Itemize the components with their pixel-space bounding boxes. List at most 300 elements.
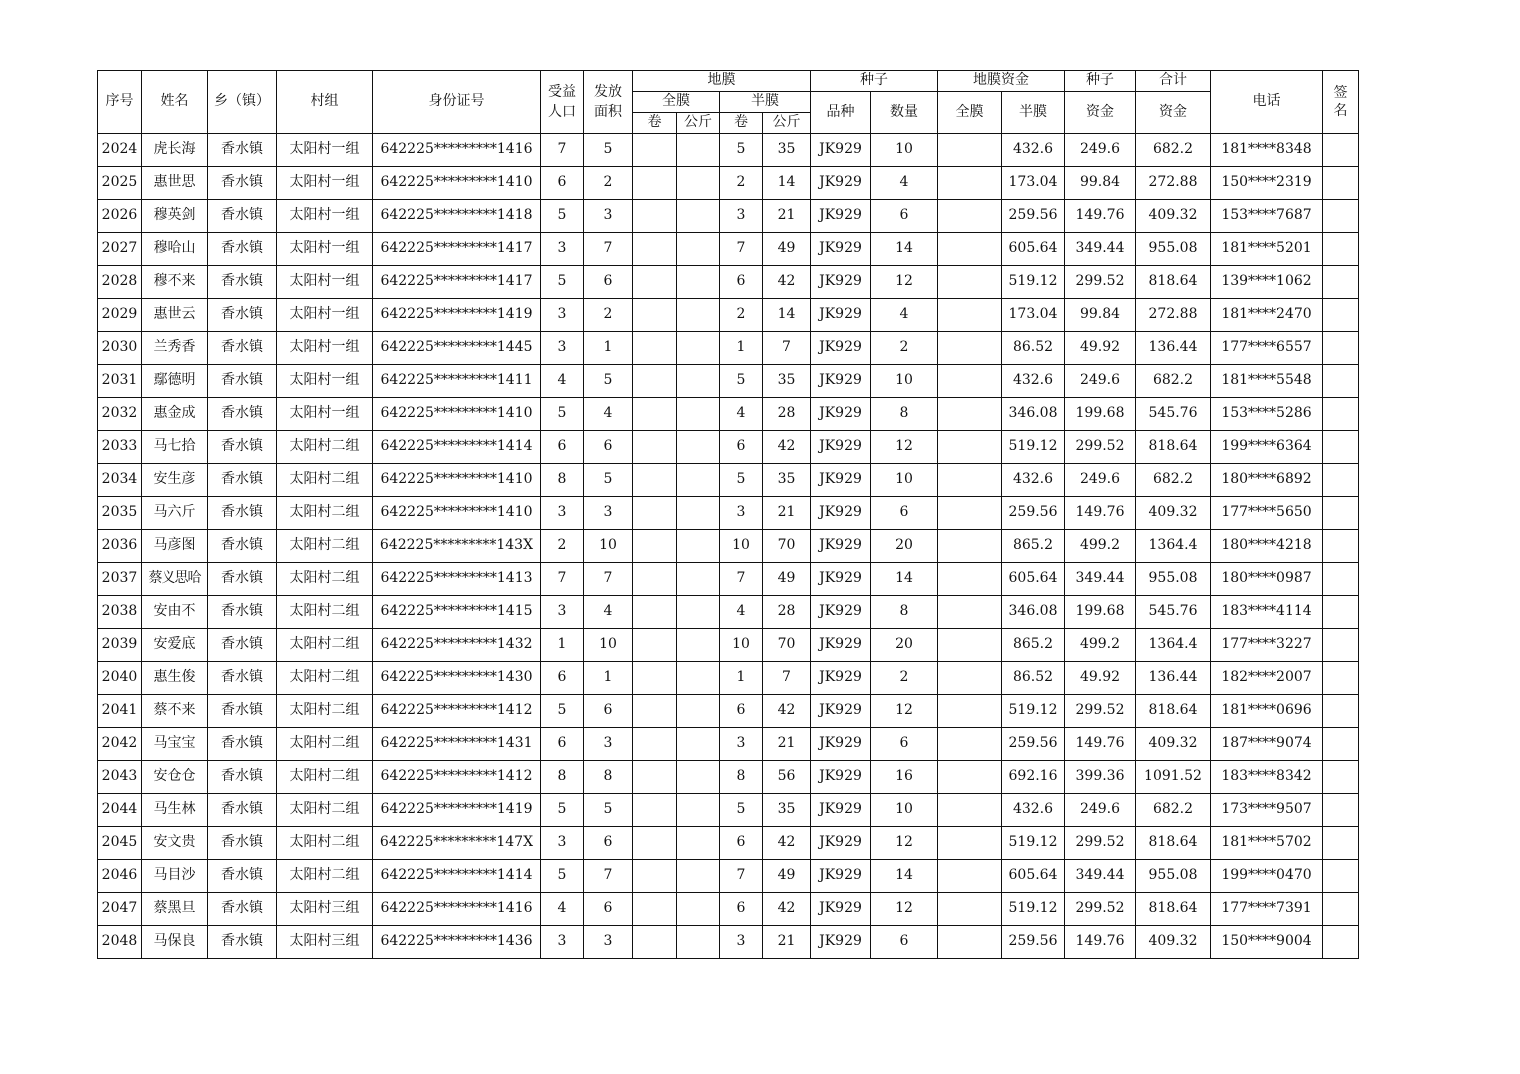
cell-fund-half: 519.12 [1002,266,1065,299]
cell-full-roll [633,662,677,695]
header-film: 地膜 [633,71,811,92]
cell-people: 7 [541,134,584,167]
cell-village: 太阳村一组 [277,365,373,398]
cell-phone: 153****5286 [1211,398,1323,431]
cell-fund-full [938,926,1002,959]
cell-people: 3 [541,233,584,266]
cell-village: 太阳村二组 [277,563,373,596]
header-seq: 序号 [98,71,142,134]
cell-full-kg [677,167,720,200]
cell-half-kg: 35 [763,134,811,167]
cell-seed-fund: 249.6 [1065,134,1136,167]
table-row [98,167,1359,200]
cell-full-roll [633,431,677,464]
cell-village: 太阳村二组 [277,794,373,827]
cell-fund-half: 605.64 [1002,563,1065,596]
cell-seq: 2033 [98,431,142,464]
cell-full-roll [633,695,677,728]
cell-full-roll [633,728,677,761]
cell-qty: 14 [871,233,938,266]
cell-name: 穆哈山 [142,233,208,266]
table-row [98,464,1359,497]
cell-half-kg: 70 [763,629,811,662]
cell-full-roll [633,464,677,497]
cell-full-kg [677,860,720,893]
cell-seed-fund: 49.92 [1065,662,1136,695]
header-town: 乡（镇） [208,71,277,134]
cell-sign [1323,530,1359,563]
cell-sign [1323,200,1359,233]
cell-half-kg: 35 [763,365,811,398]
cell-people: 4 [541,365,584,398]
table-row [98,596,1359,629]
cell-village: 太阳村二组 [277,431,373,464]
cell-sign [1323,266,1359,299]
cell-fund-half: 259.56 [1002,200,1065,233]
cell-fund-full [938,530,1002,563]
cell-area: 2 [584,167,633,200]
cell-area: 3 [584,926,633,959]
cell-people: 5 [541,266,584,299]
cell-qty: 8 [871,398,938,431]
cell-phone: 182****2007 [1211,662,1323,695]
cell-village: 太阳村一组 [277,167,373,200]
table-row [98,794,1359,827]
cell-seq: 2026 [98,200,142,233]
cell-id: 642225*********1412 [373,761,541,794]
cell-total: 955.08 [1136,233,1211,266]
header-seed-fund-bottom: 资金 [1065,92,1136,134]
cell-qty: 10 [871,365,938,398]
cell-village: 太阳村一组 [277,200,373,233]
cell-variety: JK929 [811,200,871,233]
cell-qty: 14 [871,860,938,893]
table-row [98,200,1359,233]
cell-fund-full [938,464,1002,497]
cell-area: 6 [584,827,633,860]
cell-total: 136.44 [1136,332,1211,365]
cell-qty: 12 [871,827,938,860]
cell-village: 太阳村三组 [277,926,373,959]
cell-name: 鄢德明 [142,365,208,398]
cell-area: 6 [584,431,633,464]
cell-total: 409.32 [1136,926,1211,959]
cell-qty: 12 [871,266,938,299]
cell-area: 7 [584,563,633,596]
cell-seq: 2037 [98,563,142,596]
cell-phone: 181****2470 [1211,299,1323,332]
cell-village: 太阳村二组 [277,761,373,794]
cell-seed-fund: 149.76 [1065,497,1136,530]
cell-id: 642225*********143X [373,530,541,563]
cell-people: 5 [541,860,584,893]
cell-sign [1323,596,1359,629]
cell-sign [1323,497,1359,530]
cell-variety: JK929 [811,398,871,431]
header-film-fund: 地膜资金 [938,71,1065,92]
cell-town: 香水镇 [208,200,277,233]
cell-town: 香水镇 [208,332,277,365]
cell-full-kg [677,497,720,530]
cell-seq: 2035 [98,497,142,530]
cell-name: 安生彦 [142,464,208,497]
cell-full-roll [633,530,677,563]
cell-area: 7 [584,233,633,266]
cell-village: 太阳村二组 [277,695,373,728]
cell-people: 5 [541,200,584,233]
cell-name: 蔡黑旦 [142,893,208,926]
cell-people: 3 [541,926,584,959]
table-row [98,233,1359,266]
table-row [98,266,1359,299]
cell-seed-fund: 199.68 [1065,398,1136,431]
cell-half-kg: 42 [763,695,811,728]
cell-total: 682.2 [1136,365,1211,398]
cell-people: 3 [541,497,584,530]
cell-full-roll [633,497,677,530]
cell-town: 香水镇 [208,662,277,695]
cell-sign [1323,563,1359,596]
cell-seq: 2047 [98,893,142,926]
cell-sign [1323,761,1359,794]
cell-people: 3 [541,299,584,332]
header-id: 身份证号 [373,71,541,134]
cell-seq: 2038 [98,596,142,629]
cell-name: 惠世云 [142,299,208,332]
cell-phone: 181****5548 [1211,365,1323,398]
cell-phone: 183****8342 [1211,761,1323,794]
table-row [98,431,1359,464]
table-row [98,629,1359,662]
cell-seed-fund: 149.76 [1065,728,1136,761]
cell-half-roll: 4 [720,398,763,431]
cell-name: 马保良 [142,926,208,959]
cell-total: 682.2 [1136,464,1211,497]
cell-half-roll: 10 [720,629,763,662]
cell-full-roll [633,563,677,596]
cell-variety: JK929 [811,629,871,662]
cell-qty: 8 [871,596,938,629]
table-row [98,563,1359,596]
table-row [98,365,1359,398]
header-film-half: 半膜 [720,92,811,113]
cell-sign [1323,662,1359,695]
cell-qty: 12 [871,431,938,464]
table-row [98,827,1359,860]
cell-half-roll: 8 [720,761,763,794]
cell-fund-half: 432.6 [1002,794,1065,827]
cell-seq: 2034 [98,464,142,497]
table-row [98,332,1359,365]
cell-full-kg [677,332,720,365]
cell-people: 3 [541,332,584,365]
cell-half-kg: 35 [763,794,811,827]
cell-seed-fund: 249.6 [1065,464,1136,497]
cell-fund-half: 519.12 [1002,431,1065,464]
cell-full-kg [677,398,720,431]
cell-town: 香水镇 [208,530,277,563]
table-header [98,71,1359,134]
cell-phone: 181****0696 [1211,695,1323,728]
cell-full-kg [677,926,720,959]
header-quantity: 数量 [871,92,938,134]
cell-variety: JK929 [811,827,871,860]
cell-village: 太阳村二组 [277,497,373,530]
header-sign: 签名 [1323,71,1359,134]
cell-half-roll: 3 [720,497,763,530]
cell-half-kg: 56 [763,761,811,794]
cell-fund-full [938,695,1002,728]
cell-village: 太阳村二组 [277,530,373,563]
cell-fund-half: 519.12 [1002,695,1065,728]
cell-phone: 139****1062 [1211,266,1323,299]
cell-area: 6 [584,695,633,728]
cell-name: 安爱底 [142,629,208,662]
cell-half-roll: 6 [720,431,763,464]
cell-seq: 2025 [98,167,142,200]
cell-name: 安仓仓 [142,761,208,794]
cell-sign [1323,299,1359,332]
cell-full-roll [633,794,677,827]
cell-area: 7 [584,860,633,893]
cell-id: 642225*********1419 [373,794,541,827]
cell-seed-fund: 349.44 [1065,860,1136,893]
cell-half-kg: 28 [763,398,811,431]
table-row [98,299,1359,332]
cell-half-kg: 49 [763,233,811,266]
cell-seq: 2045 [98,827,142,860]
cell-qty: 2 [871,332,938,365]
cell-seq: 2044 [98,794,142,827]
cell-full-kg [677,464,720,497]
cell-seq: 2042 [98,728,142,761]
cell-total: 682.2 [1136,134,1211,167]
cell-fund-full [938,431,1002,464]
cell-fund-half: 173.04 [1002,167,1065,200]
cell-half-roll: 3 [720,728,763,761]
cell-village: 太阳村一组 [277,134,373,167]
cell-half-roll: 3 [720,926,763,959]
cell-sign [1323,167,1359,200]
cell-variety: JK929 [811,695,871,728]
cell-phone: 180****6892 [1211,464,1323,497]
cell-half-kg: 70 [763,530,811,563]
cell-fund-half: 432.6 [1002,134,1065,167]
cell-half-kg: 7 [763,662,811,695]
cell-fund-half: 346.08 [1002,398,1065,431]
header-seed-fund-top: 种子 [1065,71,1136,92]
cell-variety: JK929 [811,926,871,959]
cell-name: 马生林 [142,794,208,827]
cell-seq: 2032 [98,398,142,431]
cell-id: 642225*********1445 [373,332,541,365]
cell-id: 642225*********1414 [373,860,541,893]
cell-full-kg [677,662,720,695]
cell-area: 6 [584,893,633,926]
cell-phone: 199****0470 [1211,860,1323,893]
cell-seed-fund: 249.6 [1065,794,1136,827]
cell-people: 1 [541,629,584,662]
header-fund-full: 全膜 [938,92,1002,134]
cell-name: 马彦图 [142,530,208,563]
cell-people: 5 [541,398,584,431]
cell-half-roll: 6 [720,695,763,728]
cell-people: 5 [541,695,584,728]
cell-variety: JK929 [811,266,871,299]
cell-half-roll: 3 [720,200,763,233]
cell-seq: 2030 [98,332,142,365]
cell-full-kg [677,563,720,596]
header-variety: 品种 [811,92,871,134]
cell-full-roll [633,893,677,926]
cell-town: 香水镇 [208,464,277,497]
cell-fund-half: 346.08 [1002,596,1065,629]
cell-seq: 2029 [98,299,142,332]
cell-seed-fund: 349.44 [1065,563,1136,596]
cell-total: 409.32 [1136,728,1211,761]
cell-qty: 4 [871,299,938,332]
cell-sign [1323,464,1359,497]
cell-half-roll: 5 [720,464,763,497]
cell-qty: 20 [871,530,938,563]
cell-qty: 4 [871,167,938,200]
cell-id: 642225*********1417 [373,233,541,266]
cell-name: 惠金成 [142,398,208,431]
cell-full-roll [633,926,677,959]
cell-total: 818.64 [1136,893,1211,926]
cell-people: 5 [541,794,584,827]
cell-total: 272.88 [1136,167,1211,200]
cell-phone: 199****6364 [1211,431,1323,464]
cell-phone: 150****9004 [1211,926,1323,959]
cell-half-kg: 42 [763,827,811,860]
cell-village: 太阳村二组 [277,662,373,695]
cell-half-kg: 42 [763,431,811,464]
cell-phone: 177****7391 [1211,893,1323,926]
cell-qty: 14 [871,563,938,596]
cell-people: 3 [541,827,584,860]
table-row [98,695,1359,728]
cell-seed-fund: 249.6 [1065,365,1136,398]
cell-half-kg: 21 [763,728,811,761]
cell-full-kg [677,695,720,728]
cell-village: 太阳村一组 [277,233,373,266]
cell-village: 太阳村二组 [277,464,373,497]
cell-area: 4 [584,596,633,629]
cell-variety: JK929 [811,497,871,530]
cell-half-kg: 21 [763,926,811,959]
cell-name: 惠生俊 [142,662,208,695]
cell-phone: 177****6557 [1211,332,1323,365]
cell-village: 太阳村二组 [277,827,373,860]
cell-seq: 2031 [98,365,142,398]
cell-id: 642225*********1416 [373,134,541,167]
cell-fund-full [938,233,1002,266]
cell-total: 272.88 [1136,299,1211,332]
cell-variety: JK929 [811,431,871,464]
cell-variety: JK929 [811,167,871,200]
cell-id: 642225*********1414 [373,431,541,464]
cell-half-roll: 5 [720,365,763,398]
header-half-roll: 卷 [720,113,763,134]
cell-half-kg: 14 [763,299,811,332]
cell-people: 2 [541,530,584,563]
cell-id: 642225*********1412 [373,695,541,728]
cell-fund-full [938,827,1002,860]
header-fund-half: 半膜 [1002,92,1065,134]
cell-id: 642225*********1415 [373,596,541,629]
cell-people: 6 [541,431,584,464]
cell-id: 642225*********1416 [373,893,541,926]
cell-phone: 150****2319 [1211,167,1323,200]
cell-people: 8 [541,464,584,497]
cell-fund-full [938,134,1002,167]
cell-phone: 181****5702 [1211,827,1323,860]
table-row [98,728,1359,761]
cell-full-roll [633,629,677,662]
cell-fund-full [938,563,1002,596]
cell-id: 642225*********1432 [373,629,541,662]
header-village: 村组 [277,71,373,134]
cell-total: 1364.4 [1136,629,1211,662]
cell-fund-half: 86.52 [1002,332,1065,365]
cell-qty: 2 [871,662,938,695]
cell-seed-fund: 199.68 [1065,596,1136,629]
cell-town: 香水镇 [208,233,277,266]
cell-seq: 2028 [98,266,142,299]
cell-seed-fund: 349.44 [1065,233,1136,266]
cell-total: 818.64 [1136,827,1211,860]
header-half-kg: 公斤 [763,113,811,134]
header-area: 发放面积 [584,71,633,134]
cell-village: 太阳村二组 [277,596,373,629]
cell-variety: JK929 [811,662,871,695]
cell-seed-fund: 399.36 [1065,761,1136,794]
cell-qty: 10 [871,134,938,167]
cell-seq: 2036 [98,530,142,563]
cell-town: 香水镇 [208,398,277,431]
cell-town: 香水镇 [208,134,277,167]
cell-fund-full [938,266,1002,299]
cell-people: 4 [541,893,584,926]
cell-qty: 6 [871,200,938,233]
cell-variety: JK929 [811,134,871,167]
cell-fund-full [938,398,1002,431]
cell-half-kg: 21 [763,200,811,233]
cell-name: 虎长海 [142,134,208,167]
table-row [98,926,1359,959]
cell-fund-full [938,893,1002,926]
cell-town: 香水镇 [208,695,277,728]
cell-total: 818.64 [1136,266,1211,299]
cell-village: 太阳村三组 [277,893,373,926]
cell-qty: 20 [871,629,938,662]
cell-full-roll [633,167,677,200]
header-full-roll: 卷 [633,113,677,134]
cell-area: 6 [584,266,633,299]
cell-variety: JK929 [811,563,871,596]
cell-half-kg: 49 [763,563,811,596]
cell-half-roll: 7 [720,563,763,596]
cell-fund-half: 865.2 [1002,629,1065,662]
cell-phone: 153****7687 [1211,200,1323,233]
cell-fund-full [938,629,1002,662]
cell-village: 太阳村二组 [277,629,373,662]
cell-seed-fund: 299.52 [1065,266,1136,299]
cell-area: 3 [584,497,633,530]
cell-half-roll: 6 [720,266,763,299]
cell-qty: 10 [871,464,938,497]
